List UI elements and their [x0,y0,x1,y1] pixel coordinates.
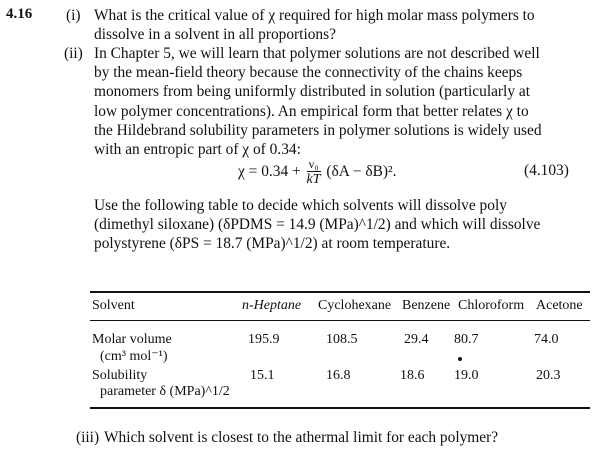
part-i-line-1: What is the critical value of χ required for high molar mass polymers to [94,7,535,24]
part-ii-line-5: the Hildebrand solubility parameters in polymer solutions is widely used [94,121,542,139]
part-ii-line-4: low polymer concentrations). An empirical form that better relates χ to [94,102,529,120]
part-i-line-2: dissolve in a solvent in all proportions? [94,26,336,44]
part-ii-after-line-2: (dimethyl siloxane) (δPDMS = 14.9 (MPa)^1/2) and which will dissolve [94,216,541,234]
row2-label: Solubility [92,368,148,383]
table-header-rule [90,320,590,321]
table-bottom-rule [90,407,590,409]
row2-value-4: 19.0 [454,368,479,383]
table-header-col-2: Cyclohexane [318,298,392,313]
row1-value-5: 74.0 [534,332,559,347]
row1-value-2: 108.5 [326,332,358,347]
row2-value-5: 20.3 [536,368,561,383]
part-ii-line-1: In Chapter 5, we will learn that polymer solutions are not described well [94,45,540,62]
equation-4-103 [238,158,397,187]
table-header-col-4: Chloroform [458,298,525,313]
equation-denominator: kT [306,172,321,187]
part-i-text [94,6,594,44]
row2-value-3: 18.6 [400,368,425,383]
row2-value-1: 15.1 [250,368,275,383]
part-ii-after-line-3: polystyrene (δPS = 18.7 (MPa)^1/2) at room temperature. [94,235,451,253]
row1-value-3: 29.4 [404,332,429,347]
table-header-col-3: Benzene [402,298,451,313]
part-ii-text [94,44,594,159]
part-iii-text: Which solvent is closest to the athermal limit for each polymer? [104,429,499,446]
row1-label: Molar volume [92,332,172,347]
problem-number: 4.16 [6,6,33,22]
table-header-col-5: Acetone [536,298,583,313]
table-header-solvent: Solvent [92,298,135,313]
equation-fraction [307,158,321,187]
row2-unit: parameter δ (MPa)^1/2 [100,384,230,399]
part-ii-line-3: monomers from being uniformly distributed in solution (particularly at [94,83,530,101]
part-ii-line-6: with an entropic part of χ of 0.34: [94,141,301,159]
part-ii-after [94,196,594,254]
stray-dot-mark [458,357,462,361]
part-ii-line-2: by the mean-field theory because the connectivity of the chains keeps [94,64,523,82]
table-header-col-1: n-Heptane [242,298,302,313]
equation-lhs: χ = 0.34 + [238,163,301,181]
part-iii-marker: (iii) [76,429,100,446]
part-i-marker: (i) [66,7,81,24]
row2-value-2: 16.8 [326,368,351,383]
row1-value-4: 80.7 [454,332,479,347]
part-ii-marker: (ii) [64,45,83,62]
equation-number: (4.103) [524,162,569,179]
table-top-rule [90,291,590,293]
row1-value-1: 195.9 [248,332,280,347]
equation-numerator: v₀ [308,157,319,171]
row1-unit: (cm³ mol⁻¹) [100,349,168,364]
equation-rhs: (δA − δB)². [326,163,397,181]
part-ii-after-line-1: Use the following table to decide which solvents will dissolve poly [94,197,507,214]
